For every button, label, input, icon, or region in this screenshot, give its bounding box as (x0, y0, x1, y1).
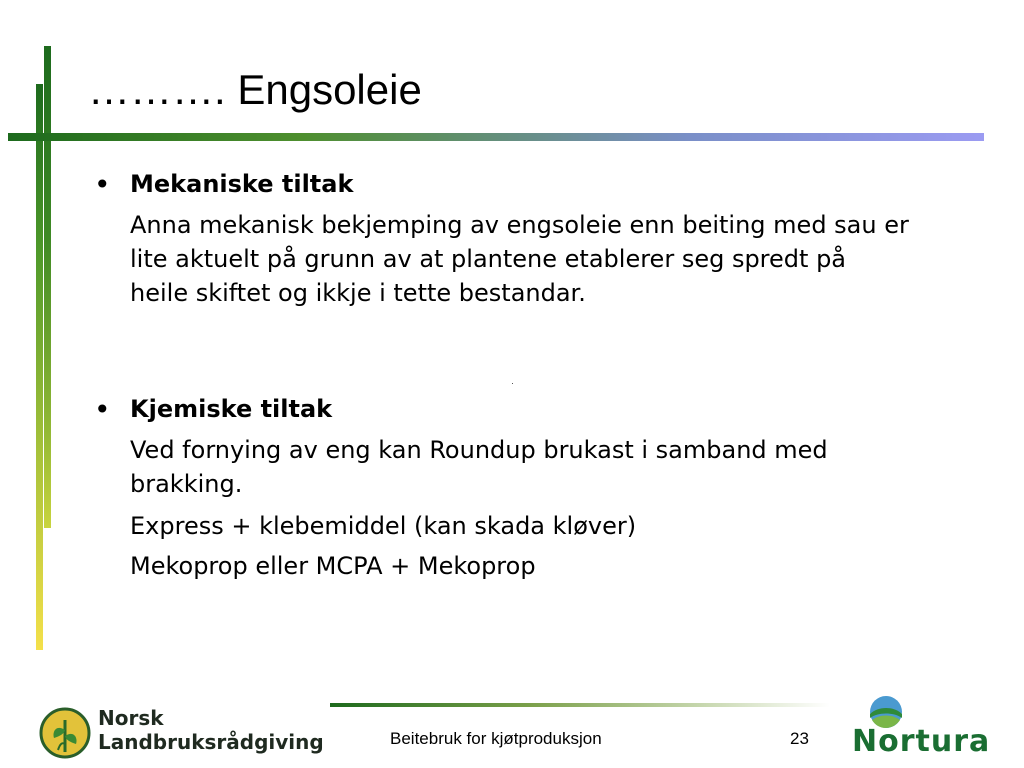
norsk-landbruksradgiving-logo (38, 704, 328, 764)
nortura-wordmark: Nortura (852, 724, 991, 759)
stray-dot (512, 383, 513, 384)
section-paragraph: Anna mekanisk bekjemping av engsoleie enn beiting med sau er lite aktuelt på grunn av at plantene etablerer seg spredt på heile skiftet og ikkje i tette bestandar. (130, 211, 909, 307)
decorative-vertical-bar-right (44, 46, 51, 528)
logo-line-1: Norsk (98, 706, 164, 730)
section-heading: Mekaniske tiltak (130, 170, 354, 198)
section-paragraph: Express + klebemiddel (kan skada kløver) (130, 512, 637, 540)
title-underline-bar (8, 133, 984, 141)
logo-line-2: Landbruksrådgiving (98, 730, 324, 754)
bullet-icon: • (94, 168, 111, 201)
plant-in-circle-icon (38, 706, 92, 760)
nortura-logo (852, 694, 992, 764)
footer-title: Beitebruk for kjøtproduksjon (390, 729, 602, 748)
slide-title: ………. Engsoleie (88, 66, 422, 113)
footer-divider (330, 703, 830, 707)
section-paragraph: Mekoprop eller MCPA + Mekoprop (130, 552, 536, 580)
bullet-icon: • (94, 393, 111, 426)
section-heading: Kjemiske tiltak (130, 395, 333, 423)
decorative-vertical-bar-left (36, 84, 43, 650)
section-paragraph: Ved fornying av eng kan Roundup brukast i samband med brakking. (130, 436, 828, 498)
page-number: 23 (790, 729, 809, 748)
